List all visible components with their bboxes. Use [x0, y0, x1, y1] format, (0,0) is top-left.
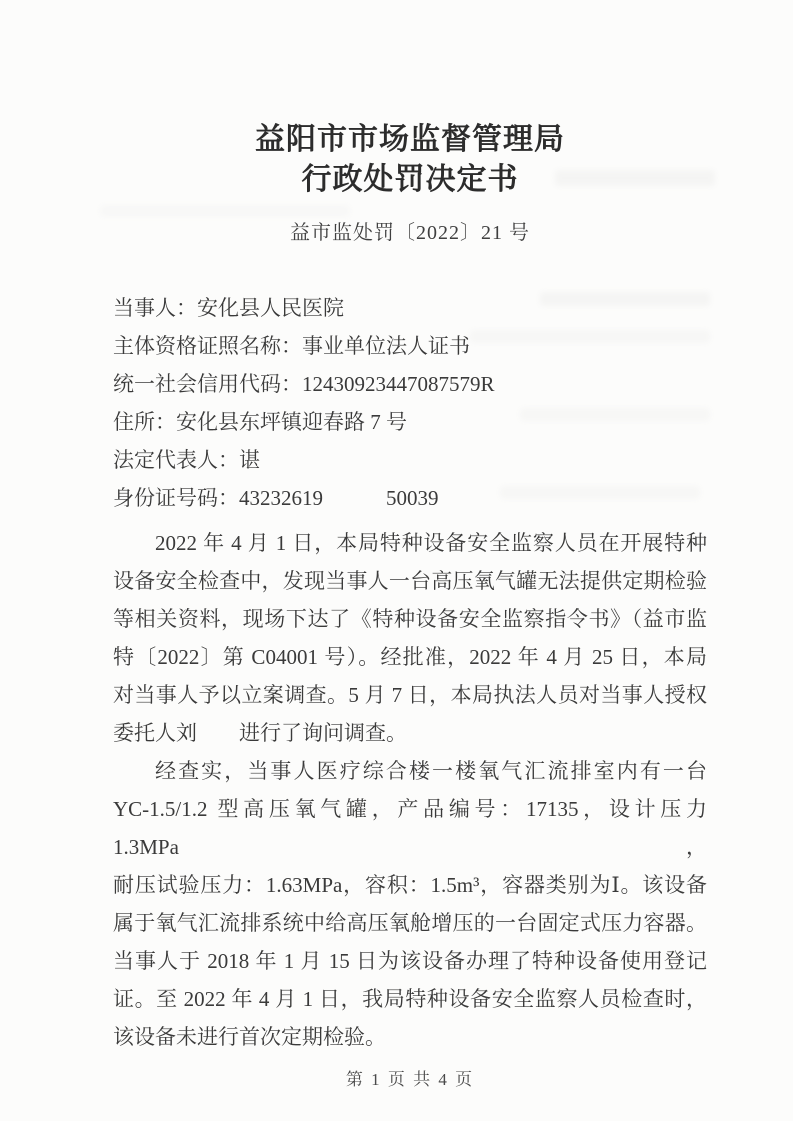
id-number-line: 身份证号码：43232619 50039	[113, 486, 439, 510]
legal-representative-line: 法定代表人：谌	[113, 448, 260, 472]
document-body	[113, 524, 707, 1056]
body-line: 特〔2022〕第 C04001 号）。经批准，2022 年 4 月 25 日，本局	[113, 645, 707, 669]
body-line: 等相关资料，现场下达了《特种设备安全监察指令书》（益市监	[113, 607, 707, 631]
body-line: 证。至 2022 年 4 月 1 日，我局特种设备安全监察人员检查时，	[113, 987, 707, 1011]
document-content	[113, 0, 707, 1090]
body-line: 委托人刘 进行了询问调查。	[113, 721, 407, 745]
body-line: 该设备未进行首次定期检验。	[113, 1025, 386, 1049]
page-number-footer: 第 1 页 共 4 页	[345, 1070, 475, 1089]
license-name-line: 主体资格证照名称：事业单位法人证书	[113, 334, 470, 358]
body-line: 经查实，当事人医疗综合楼一楼氧气汇流排室内有一台	[155, 759, 707, 783]
document-title-line2: 行政处罚决定书	[301, 163, 519, 196]
credit-code-line: 统一社会信用代码：12430923447087579R	[113, 372, 495, 396]
document-title-line1: 益阳市市场监督管理局	[255, 123, 565, 156]
party-info-section	[113, 289, 707, 517]
body-line: 耐压试验压力：1.63MPa，容积：1.5m³，容器类别为Ⅰ。该设备	[113, 873, 707, 897]
body-line: 2022 年 4 月 1 日，本局特种设备安全监察人员在开展特种	[155, 531, 707, 555]
address-line: 住所：安化县东坪镇迎春路 7 号	[113, 410, 407, 434]
paragraph-2	[113, 752, 707, 1056]
body-line: 当事人于 2018 年 1 月 15 日为该设备办理了特种设备使用登记	[113, 949, 707, 973]
body-line: 对当事人予以立案调查。5 月 7 日，本局执法人员对当事人授权	[113, 683, 707, 707]
paragraph-1	[113, 524, 707, 752]
body-line: YC-1.5/1.2 型高压氧气罐，产品编号：17135，设计压力 1.3MPa，	[113, 797, 707, 859]
body-line: 属于氧气汇流排系统中给高压氧舱增压的一台固定式压力容器。	[113, 911, 707, 935]
party-name-line: 当事人：安化县人民医院	[113, 296, 344, 320]
document-number: 益市监处罚〔2022〕21 号	[290, 222, 530, 244]
body-line: 设备安全检查中，发现当事人一台高压氧气罐无法提供定期检验	[113, 569, 707, 593]
